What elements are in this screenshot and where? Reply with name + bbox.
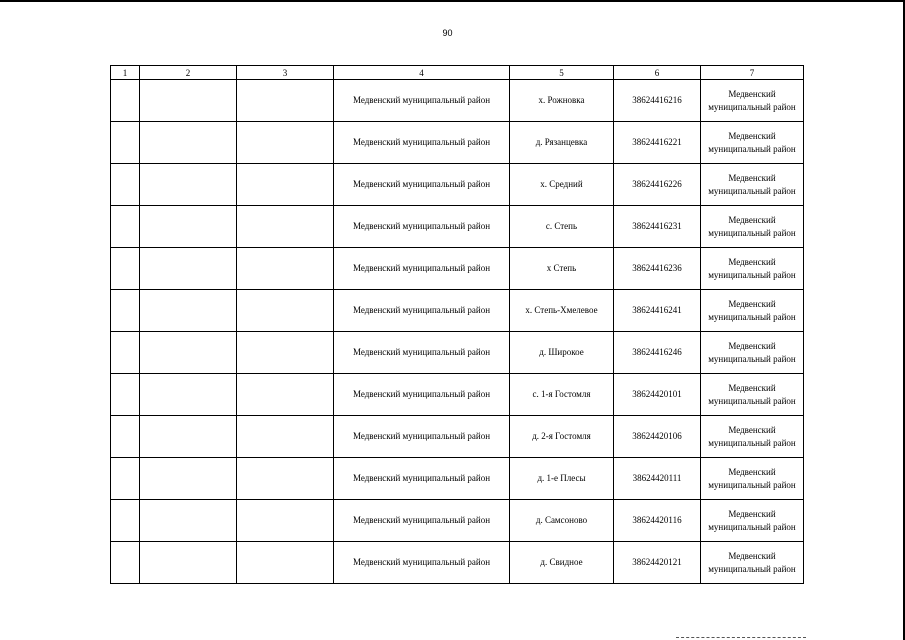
cell-municipality: Медвенский муниципальный район <box>701 290 804 332</box>
cell-col3 <box>237 542 334 584</box>
cell-col2 <box>140 542 237 584</box>
cell-district: Медвенский муниципальный район <box>334 122 510 164</box>
page-number: 90 <box>442 28 453 38</box>
cell-municipality: Медвенский муниципальный район <box>701 542 804 584</box>
table-row <box>111 458 804 500</box>
cell-oktmo-code: 38624420106 <box>614 416 701 458</box>
table-row <box>111 374 804 416</box>
cell-col3 <box>237 206 334 248</box>
cell-col1 <box>111 248 140 290</box>
cell-settlement: д. Свидное <box>510 542 614 584</box>
cell-col3 <box>237 290 334 332</box>
cell-col2 <box>140 122 237 164</box>
cell-oktmo-code: 38624420116 <box>614 500 701 542</box>
cell-col2 <box>140 206 237 248</box>
cell-col3 <box>237 80 334 122</box>
cell-settlement: д. Самсоново <box>510 500 614 542</box>
cell-district: Медвенский муниципальный район <box>334 374 510 416</box>
cell-col3 <box>237 332 334 374</box>
cell-col2 <box>140 80 237 122</box>
cell-settlement: д. 1-е Плесы <box>510 458 614 500</box>
cell-municipality: Медвенский муниципальный район <box>701 164 804 206</box>
cell-col2 <box>140 416 237 458</box>
cell-col1 <box>111 542 140 584</box>
cell-oktmo-code: 38624416246 <box>614 332 701 374</box>
cell-col1 <box>111 122 140 164</box>
cell-col1 <box>111 290 140 332</box>
cell-oktmo-code: 38624416236 <box>614 248 701 290</box>
table-row <box>111 80 804 122</box>
cell-oktmo-code: 38624420111 <box>614 458 701 500</box>
cell-district: Медвенский муниципальный район <box>334 416 510 458</box>
table-row <box>111 164 804 206</box>
cell-col3 <box>237 122 334 164</box>
column-header-5: 5 <box>510 66 614 80</box>
cell-col1 <box>111 374 140 416</box>
cell-col3 <box>237 416 334 458</box>
cell-settlement: х. Рожновка <box>510 80 614 122</box>
cell-col3 <box>237 458 334 500</box>
table-row <box>111 542 804 584</box>
cell-district: Медвенский муниципальный район <box>334 248 510 290</box>
cell-col2 <box>140 458 237 500</box>
cell-col2 <box>140 332 237 374</box>
cell-col1 <box>111 332 140 374</box>
cell-municipality: Медвенский муниципальный район <box>701 80 804 122</box>
cell-municipality: Медвенский муниципальный район <box>701 416 804 458</box>
cell-district: Медвенский муниципальный район <box>334 542 510 584</box>
column-header-2: 2 <box>140 66 237 80</box>
column-header-7: 7 <box>701 66 804 80</box>
cell-col3 <box>237 164 334 206</box>
settlements-table <box>110 65 804 584</box>
table-body <box>111 80 804 584</box>
table-row <box>111 290 804 332</box>
cell-settlement: с. Степь <box>510 206 614 248</box>
cell-municipality: Медвенский муниципальный район <box>701 206 804 248</box>
cell-municipality: Медвенский муниципальный район <box>701 248 804 290</box>
cell-district: Медвенский муниципальный район <box>334 500 510 542</box>
cell-col2 <box>140 248 237 290</box>
cell-municipality: Медвенский муниципальный район <box>701 458 804 500</box>
cell-oktmo-code: 38624416241 <box>614 290 701 332</box>
cell-col1 <box>111 164 140 206</box>
cell-oktmo-code: 38624420121 <box>614 542 701 584</box>
column-header-4: 4 <box>334 66 510 80</box>
table-row <box>111 416 804 458</box>
cell-col2 <box>140 164 237 206</box>
cell-district: Медвенский муниципальный район <box>334 290 510 332</box>
cell-col2 <box>140 500 237 542</box>
column-header-6: 6 <box>614 66 701 80</box>
cell-settlement: д. Рязанцевка <box>510 122 614 164</box>
cell-col1 <box>111 80 140 122</box>
cell-district: Медвенский муниципальный район <box>334 80 510 122</box>
cell-col1 <box>111 458 140 500</box>
cell-col1 <box>111 206 140 248</box>
cell-district: Медвенский муниципальный район <box>334 458 510 500</box>
cell-oktmo-code: 38624416221 <box>614 122 701 164</box>
cell-municipality: Медвенский муниципальный район <box>701 122 804 164</box>
cell-district: Медвенский муниципальный район <box>334 206 510 248</box>
table-row <box>111 248 804 290</box>
table-row <box>111 332 804 374</box>
header-row <box>111 66 804 80</box>
cell-oktmo-code: 38624416231 <box>614 206 701 248</box>
cell-settlement: д. Широкое <box>510 332 614 374</box>
cell-col2 <box>140 290 237 332</box>
table-row <box>111 206 804 248</box>
cell-col3 <box>237 374 334 416</box>
cell-municipality: Медвенский муниципальный район <box>701 500 804 542</box>
cell-settlement: х. Средний <box>510 164 614 206</box>
cell-settlement: х Степь <box>510 248 614 290</box>
cell-oktmo-code: 38624420101 <box>614 374 701 416</box>
cell-settlement: х. Степь-Хмелевое <box>510 290 614 332</box>
cell-district: Медвенский муниципальный район <box>334 332 510 374</box>
cell-oktmo-code: 38624416226 <box>614 164 701 206</box>
cell-col3 <box>237 500 334 542</box>
column-header-3: 3 <box>237 66 334 80</box>
cell-municipality: Медвенский муниципальный район <box>701 332 804 374</box>
cell-col1 <box>111 500 140 542</box>
table-header <box>111 66 804 80</box>
cell-col2 <box>140 374 237 416</box>
cell-settlement: с. 1-я Гостомля <box>510 374 614 416</box>
cell-settlement: д. 2-я Гостомля <box>510 416 614 458</box>
cell-col3 <box>237 248 334 290</box>
cell-district: Медвенский муниципальный район <box>334 164 510 206</box>
cell-oktmo-code: 38624416216 <box>614 80 701 122</box>
cell-municipality: Медвенский муниципальный район <box>701 374 804 416</box>
table-row <box>111 500 804 542</box>
table-row <box>111 122 804 164</box>
column-header-1: 1 <box>111 66 140 80</box>
cell-col1 <box>111 416 140 458</box>
